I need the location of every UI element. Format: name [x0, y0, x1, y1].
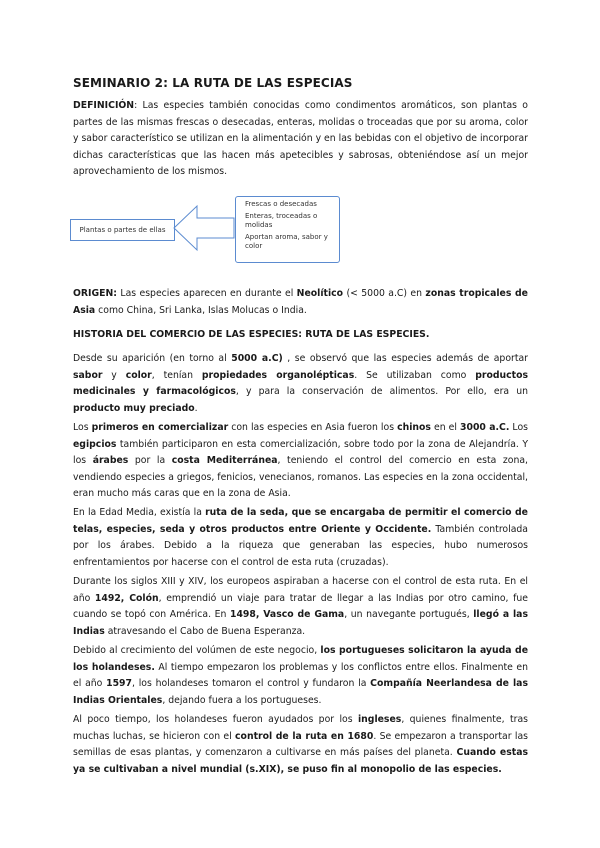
origen-label: ORIGEN:: [73, 288, 118, 299]
paragraph-3: En la Edad Media, existía la ruta de la seda, que se encargaba de permitir el comercio de telas, especies, seda y otros productos entre Oriente y Occidente. También controlada por los árabes. Debido a la riqueza que generaban las especies, hubo numerosos enfrentamientos por hacerse con el control de esta ruta (cruzadas).: [73, 507, 528, 568]
paragraph-2: Los primeros en comercializar con las especies en Asia fueron los chinos en el 3000 a.C. Los egipcios también participaron en esta comercialización, sobre todo por la zona de Alejandría. Y los árabes por la costa Mediterránea, teniendo el control del comercio en esta zona, vendiendo especies a griegos, fenicios, venecianos, romanos. Las especies en la zona occidental, eran mucho más caras que en la zona de Asia.: [73, 422, 529, 499]
diagram-item: Aportan aroma, sabor y color: [245, 233, 328, 250]
paragraph-6: Al poco tiempo, los holandeses fueron ayudados por los ingleses, quienes finalmente, tras muchas luchas, se hicieron con el control de la ruta en 1680. Se empezaron a transportar las semillas de esas plantas, y comenzaron a cultivarse en más países del planeta. Cuando estas ya se cultivaban a nivel mundial (s.XIX), se puso fin al monopolio de las especies.: [73, 714, 529, 775]
definicion-label: DEFINICIÓN: [73, 100, 135, 111]
definicion-paragraph: DEFINICIÓN: Las especies también conocidas como condimentos aromáticos, son plantas o partes de las mismas frescas o desecadas, enteras, molidas o troceadas que por su aroma, color y sabor característico se utilizan en la alimentación y en las bebidas con el objetivo de incorporar dichas características que las hacen más apetecibles y sabrosas, obteniéndose así un mejor aprovechamiento de los mismos.: [73, 100, 528, 177]
diagram-arrow-icon: [173, 196, 235, 264]
page-title: SEMINARIO 2: LA RUTA DE LAS ESPECIAS: [73, 76, 353, 90]
paragraph-5: Debido al crecimiento del volúmen de este negocio, los portugueses solicitaron la ayuda de los holandeses. Al tiempo empezaron los problemas y los conflictos entre ellos. Finalmente en el año 1597, los holandeses tomaron el control y fundaron la Compañía Neerlandesa de las Indias Orientales, dejando fuera a los portugueses.: [73, 645, 529, 706]
diagram-item: Frescas o desecadas: [245, 200, 317, 208]
paragraph-1: Desde su aparición (en torno al 5000 a.C) , se observó que las especies además de aportar sabor y color, tenían propiedades organolépticas. Se utilizaban como productos medicinales y farmacológicos, y para la conservación de alimentos. Por ello, era un producto muy preciado.: [73, 353, 528, 414]
diagram-right-box: [235, 196, 340, 263]
historia-heading: HISTORIA DEL COMERCIO DE LAS ESPECIES: RUTA DE LAS ESPECIES.: [73, 329, 430, 340]
paragraph-4: Durante los siglos XIII y XIV, los europeos aspiraban a hacerse con el control de esta ruta. En el año 1492, Colón, emprendió un viaje para tratar de llegar a las Indias por otro camino, fue cuando se topó con América. En 1498, Vasco de Gama, un navegante portugués, llegó a las Indias atravesando el Cabo de Buena Esperanza.: [73, 576, 528, 637]
diagram-left-box: Plantas o partes de ellas: [70, 219, 175, 241]
diagram-item: Enteras, troceadas o molidas: [245, 212, 318, 229]
origen-paragraph: ORIGEN: Las especies aparecen en durante el Neolítico (< 5000 a.C) en zonas tropicales de Asia como China, Sri Lanka, Islas Molucas o India.: [73, 288, 528, 316]
